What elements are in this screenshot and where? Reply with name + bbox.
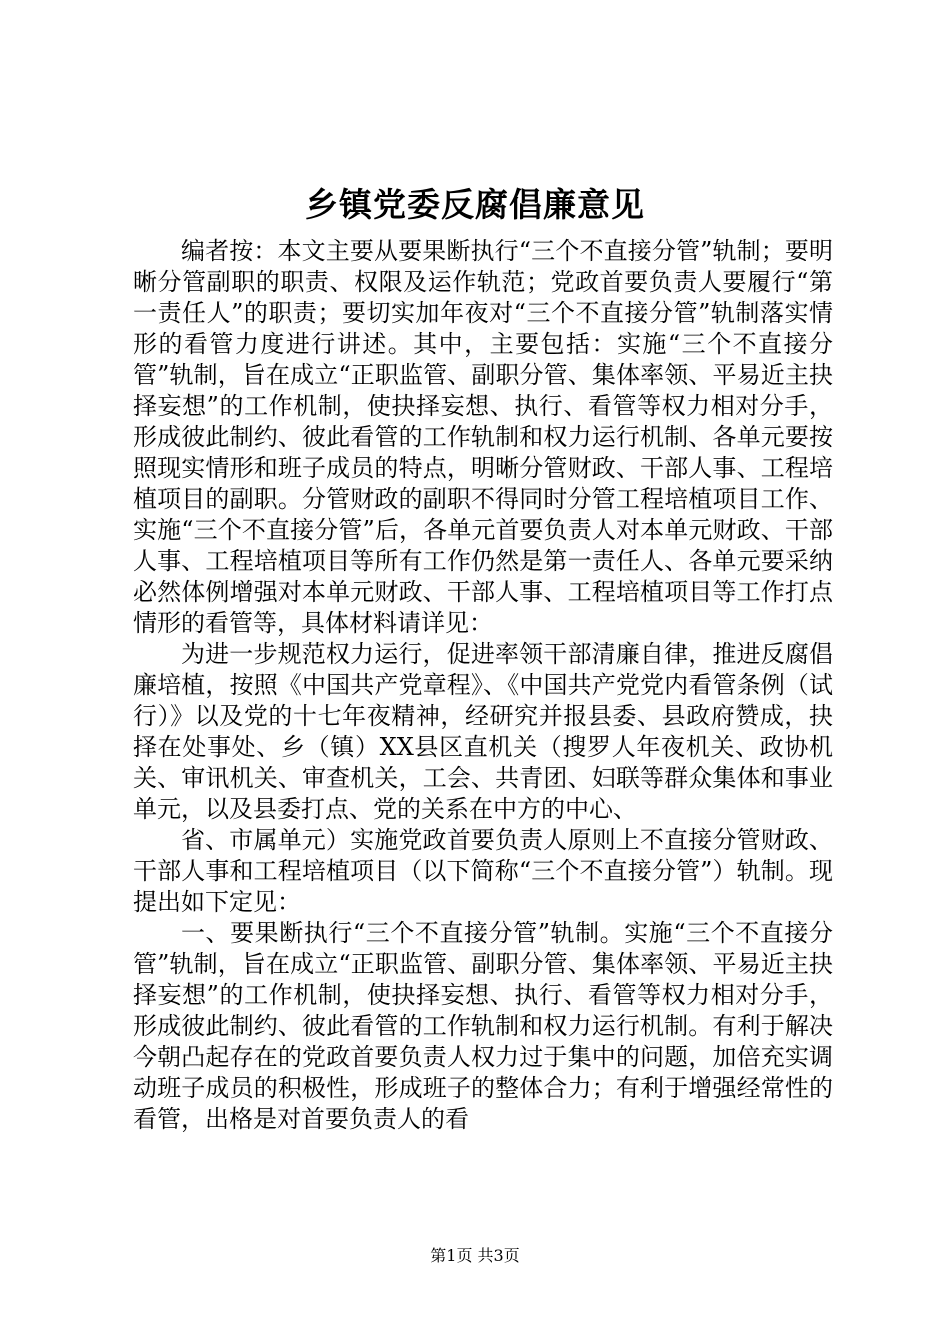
paragraph-section-one: 一、要果断执行“三个不直接分管”轨制。实施“三个不直接分管”轨制，旨在成立“正职监管、副职分管、集体率领、平易近主抉择妄想”的工作机制，使抉择妄想、执行、看管等权力相对分手，形成彼此制约、彼此看管的工作轨制和权力运行机制。有利于解决今朝凸起存在的党政首要负责人权力过于集中的问题，加倍充实调动班子成员的积极性，形成班子的整体合力；有利于增强经常性的看管，出格是对首要负责人的看	[133, 919, 833, 1133]
page-number-footer: 第1页 共3页	[430, 1246, 520, 1265]
document-body	[133, 236, 833, 1135]
paragraph-editor-note: 编者按：本文主要从要果断执行“三个不直接分管”轨制；要明晰分管副职的职责、权限及运作轨范；党政首要负责人要履行“第一责任人”的职责；要切实加年夜对“三个不直接分管”轨制落实情形的看管力度进行讲述。其中，主要包括：实施“三个不直接分管”轨制，旨在成立“正职监管、副职分管、集体率领、平易近主抉择妄想”的工作机制，使抉择妄想、执行、看管等权力相对分手，形成彼此制约、彼此看管的工作轨制和权力运行机制、各单元要按照现实情形和班子成员的特点，明晰分管财政、干部人事、工程培植项目的副职。分管财政的副职不得同时分管工程培植项目工作、实施“三个不直接分管”后，各单元首要负责人对本单元财政、干部人事、工程培植项目等所有工作仍然是第一责任人、各单元要采纳必然体例增强对本单元财政、干部人事、工程培植项目等工作打点情形的看管等，具体材料请详见：	[133, 237, 833, 637]
paragraph-intro: 为进一步规范权力运行，促进率领干部清廉自律，推进反腐倡廉培植，按照《中国共产党章程》、《中国共产党党内看管条例（试行）》以及党的十七年夜精神，经研究并报县委、县政府赞成，抉择在处事处、乡（镇）XX县区直机关（搜罗人年夜机关、政协机关、审讯机关、审查机关，工会、共青团、妇联等群众集体和事业单元，以及县委打点、党的关系在中方的中心、	[133, 640, 833, 823]
document-title: 乡镇党委反腐倡廉意见	[305, 185, 645, 224]
paragraph-scope: 省、市属单元）实施党政首要负责人原则上不直接分管财政、干部人事和工程培植项目（以下简称“三个不直接分管”）轨制。现提出如下定见：	[133, 826, 833, 916]
